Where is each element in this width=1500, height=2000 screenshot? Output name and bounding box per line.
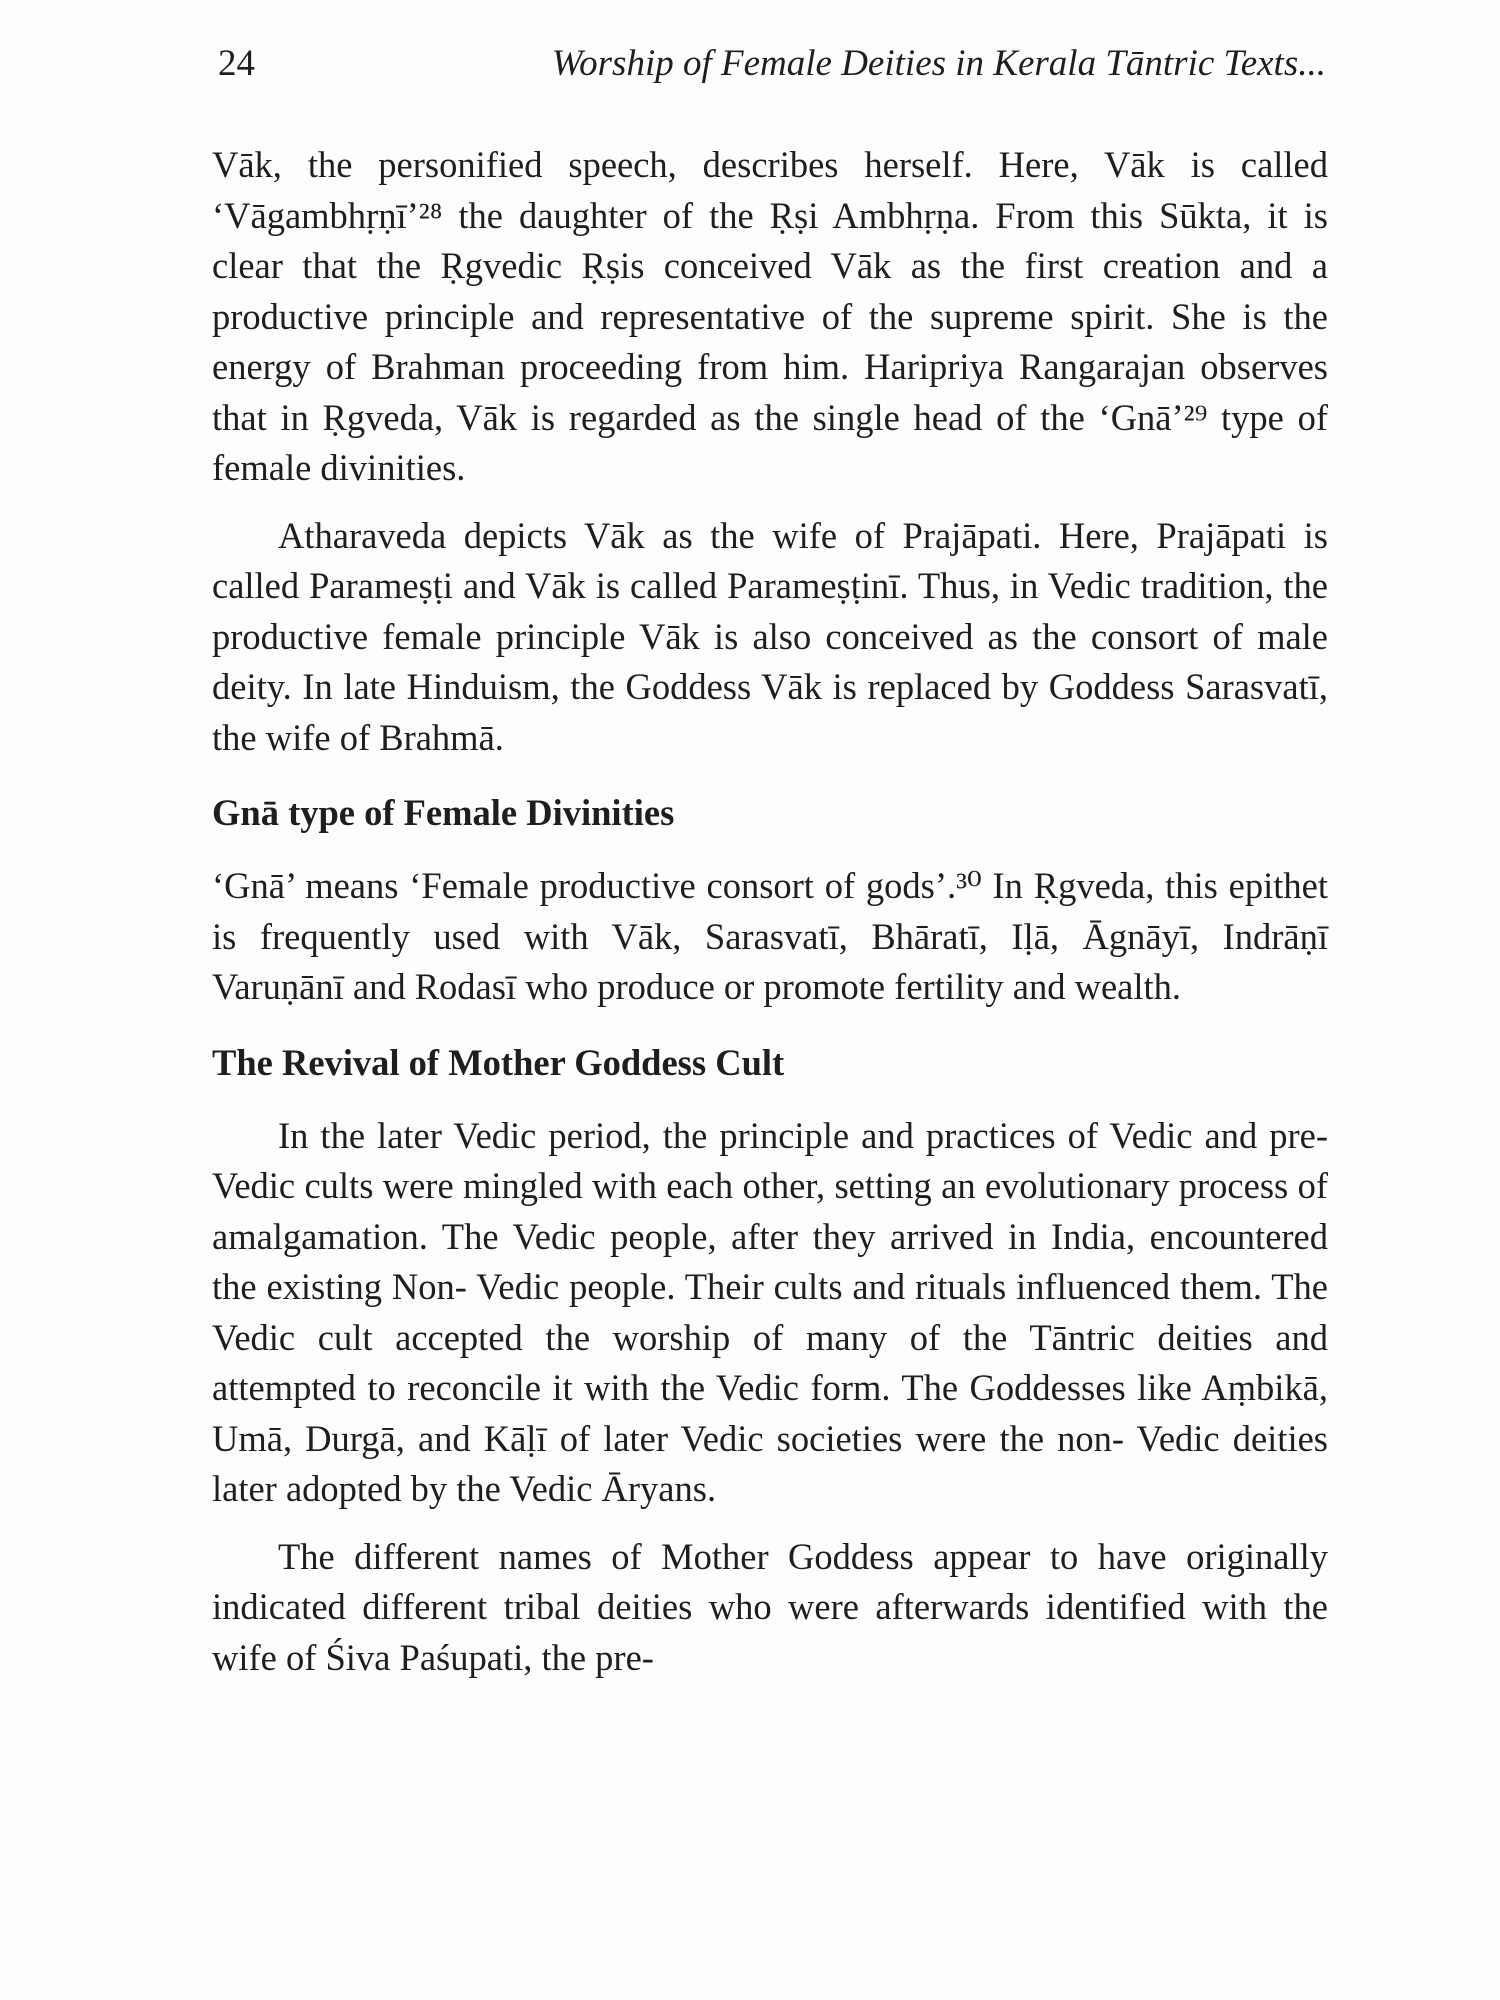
paragraph-later-vedic: In the later Vedic period, the principle and practices of Vedic and pre-Vedic cults were mingled with each other, setting an evolutionary process of amalgamation. The Vedic people, after they arrived in India, encountered the existing Non- Vedic people. Their cults and rituals influenced them. The Vedic cult accepted the worship of many of the Tāntric deities and attempted to reconcile it with the Vedic form. The Goddesses like Aṃbikā, Umā, Durgā, and Kāḷī of later Vedic societies were the non- Vedic deities later adopted by the Vedic Āryans. xyxy=(212,1114,1328,1509)
paragraph-mother-goddess: The different names of Mother Goddess appear to have originally indicated different tribal deities who were afterwards identified with the wife of Śiva Paśupati, the pre- xyxy=(212,1535,1328,1678)
paragraph-gna: ‘Gnā’ means ‘Female productive consort of gods’.³⁰ In Ṛgveda, this epithet is frequently used with Vāk, Sarasvatī, Bhāratī, Iḷā, Āgnāyī, Indrāṇī Varuṇānī and Rodasī who produce or promote fertility and wealth. xyxy=(212,865,1328,1007)
page-header xyxy=(218,42,1326,98)
running-title: Worship of Female Deities in Kerala Tāntric Texts... xyxy=(551,43,1326,84)
section-heading-revival: The Revival of Mother Goddess Cult xyxy=(212,1041,785,1083)
paragraph-atharaveda: Atharaveda depicts Vāk as the wife of Prajāpati. Here, Prajāpati is called Parameṣṭi and Vāk is called Parameṣṭinī. Thus, in Vedic tradition, the productive female principle Vāk is also conceived as the consort of male deity. In late Hinduism, the Goddess Vāk is replaced by Goddess Sarasvatī, the wife of Brahmā. xyxy=(212,514,1328,758)
section-heading-gna: Gnā type of Female Divinities xyxy=(212,792,675,833)
paragraph-vak: Vāk, the personified speech, describes herself. Here, Vāk is called ‘Vāgambhṛṇī’²⁸ the daughter of the Ṛṣi Ambhṛṇa. From this Sūkta, it is clear that the Ṛgvedic Ṛṣis conceived Vāk as the first creation and a productive principle and representative of the supreme spirit. She is the energy of Brahman proceeding from him. Haripriya Rangarajan observes that in Ṛgveda, Vāk is regarded as the single head of the ‘Gnā’²⁹ type of female divinities. xyxy=(212,144,1328,488)
page-number: 24 xyxy=(218,43,255,84)
page-body xyxy=(212,140,1328,1700)
